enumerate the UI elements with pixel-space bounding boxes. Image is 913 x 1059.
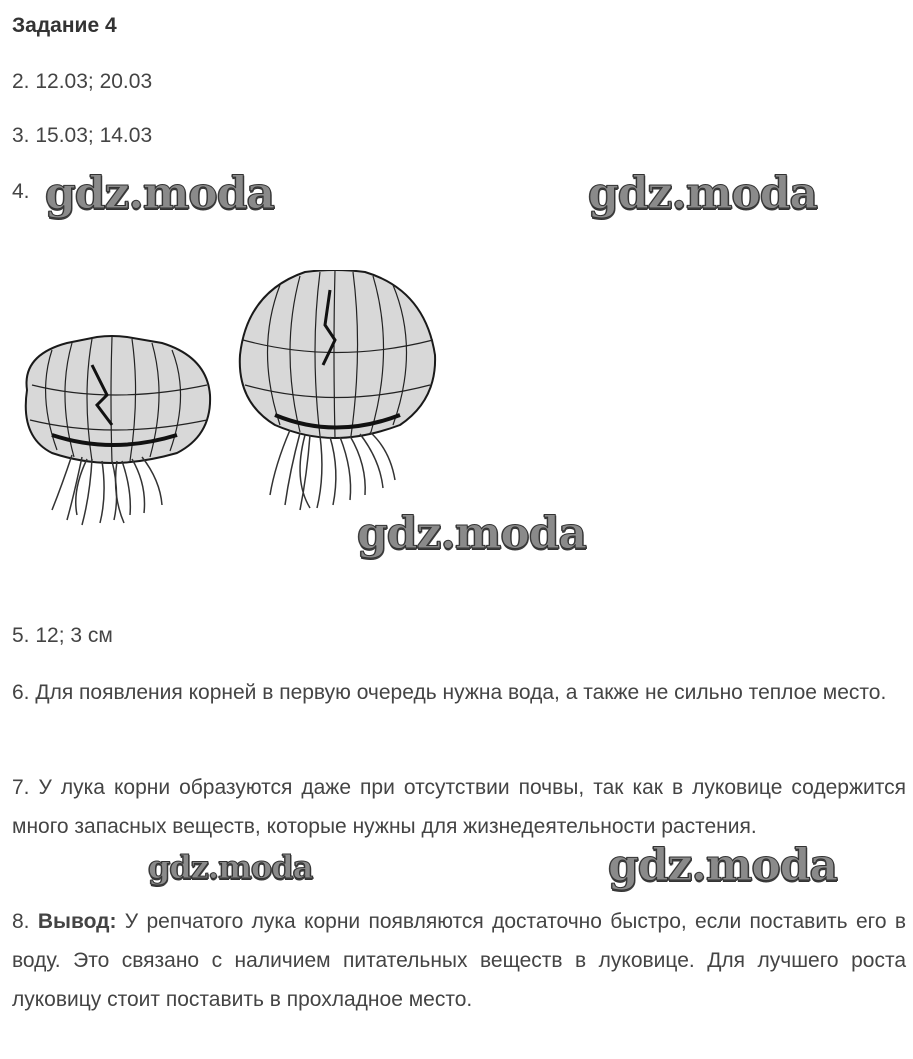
answer-5: 5. 12; 3 см: [12, 624, 113, 647]
onion-bulb-right-image: [235, 270, 440, 515]
watermark-1: gdz.moda: [45, 168, 275, 219]
answer-8-number: 8.: [12, 910, 38, 933]
task-title: Задание 4: [12, 14, 117, 37]
answer-8: [12, 902, 906, 1019]
onion-bulb-left-image: [12, 335, 217, 530]
answer-3: 3. 15.03; 14.03: [12, 124, 153, 147]
watermark-4: gdz.moda: [148, 848, 313, 886]
conclusion-label: Вывод:: [37, 910, 117, 933]
watermark-3: gdz.moda: [357, 508, 587, 559]
answer-7: 7. У лука корни образуются даже при отсутствии почвы, так как в луковице содержится много запасных веществ, которые нужны для жизнедеятельности растения.: [12, 776, 906, 838]
answer-6: 6. Для появления корней в первую очередь нужна вода, а также не сильно теплое место.: [12, 681, 887, 704]
watermark-2: gdz.moda: [588, 168, 818, 219]
answer-4-number: 4.: [12, 180, 30, 203]
watermark-5: gdz.moda: [608, 840, 838, 891]
answer-2: 2. 12.03; 20.03: [12, 70, 153, 93]
conclusion-text: У репчатого лука корни появляются достаточно быстро, если поставить его в воду. Это связано с наличием питательных веществ в луковице. Для лучшего роста луковицу стоит поставить в прохладное место.: [12, 910, 906, 1011]
